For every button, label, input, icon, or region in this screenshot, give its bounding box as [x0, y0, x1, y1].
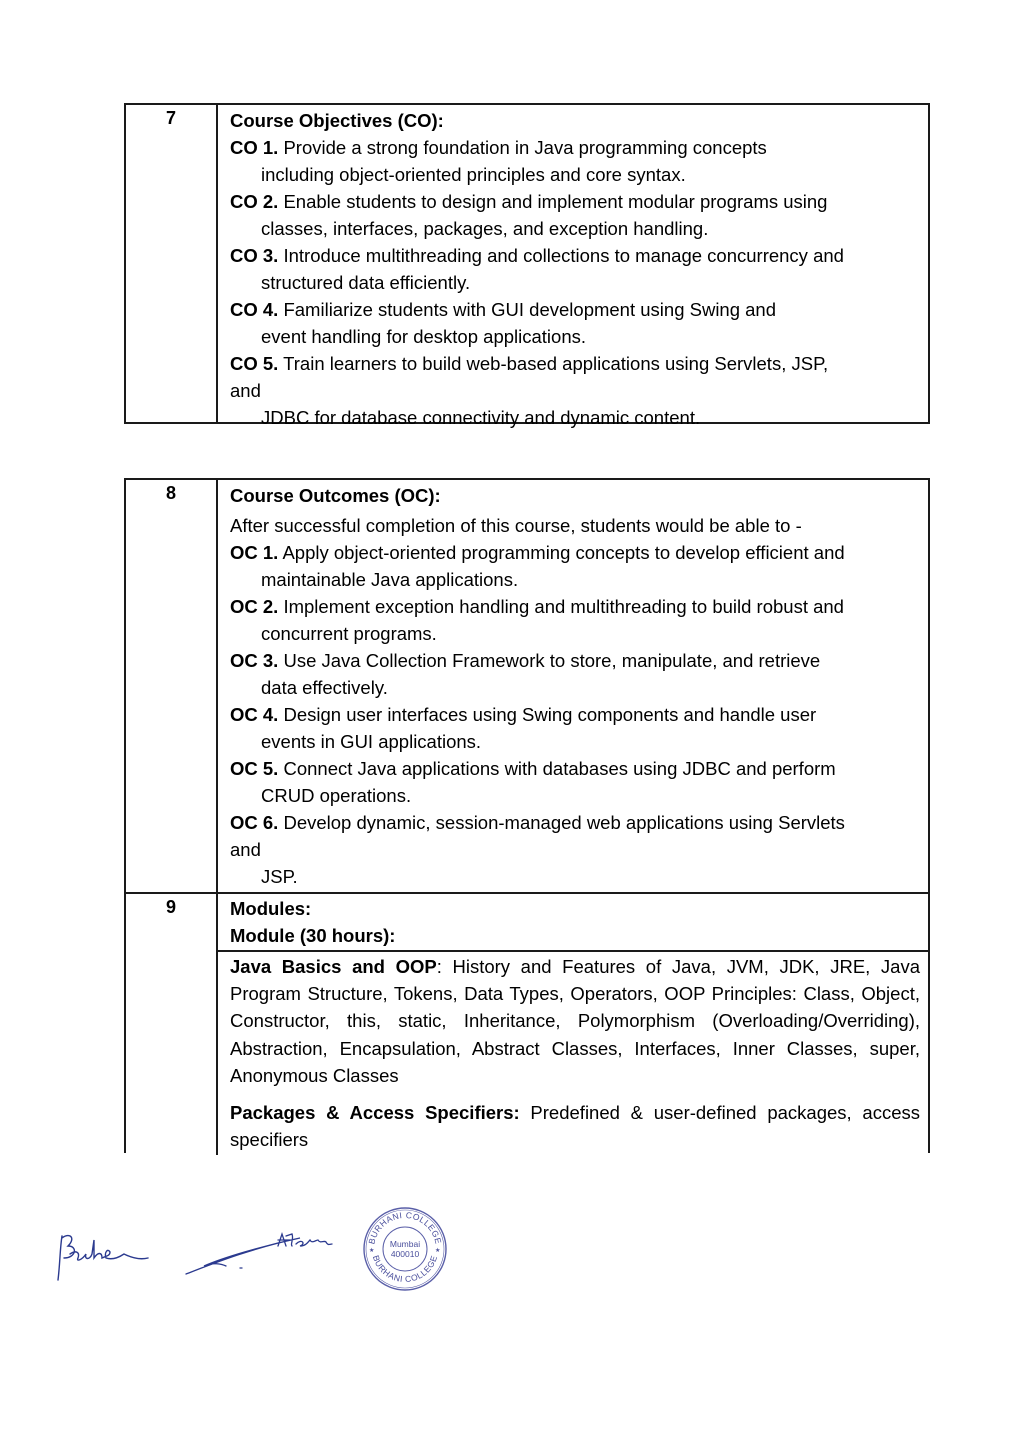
- item-text: Apply object-oriented programming concepts to develop efficient and: [282, 542, 845, 563]
- item-label: CO 4.: [230, 299, 279, 320]
- list-item: [230, 350, 920, 431]
- outcomes-intro: After successful completion of this course, students would be able to -: [230, 515, 802, 536]
- item-continuation: maintainable Java applications.: [261, 569, 519, 590]
- list-item: [230, 755, 920, 809]
- item-text: Implement exception handling and multithreading to build robust and: [283, 596, 844, 617]
- list-item: [230, 134, 920, 188]
- item-text: Use Java Collection Framework to store, manipulate, and retrieve: [283, 650, 821, 671]
- item-label: OC 3.: [230, 650, 279, 671]
- item-continuation: classes, interfaces, packages, and exception handling.: [261, 218, 709, 239]
- item-continuation: concurrent programs.: [261, 623, 437, 644]
- stamp-pin: 400010: [390, 1249, 420, 1259]
- outcomes-heading: Course Outcomes (OC):: [230, 485, 441, 506]
- list-item: [230, 647, 920, 701]
- signature-2: [182, 1230, 342, 1276]
- signature-1: [54, 1228, 154, 1284]
- item-label: OC 4.: [230, 704, 279, 725]
- svg-text:BURHANI COLLEGE: BURHANI COLLEGE: [366, 1209, 444, 1246]
- item-text: Introduce multithreading and collections to manage concurrency and: [283, 245, 844, 266]
- modules-heading: Modules:: [230, 898, 312, 919]
- topic-text: Predefined & user-defined packages, access specifiers: [230, 1102, 920, 1151]
- item-wrap-text: and: [230, 380, 261, 401]
- list-item: [230, 539, 920, 593]
- topic-label: Packages & Access Specifiers:: [230, 1102, 520, 1124]
- svg-text:BURHANI COLLEGE: BURHANI COLLEGE: [370, 1253, 440, 1285]
- item-label: OC 5.: [230, 758, 279, 779]
- list-item: [230, 242, 920, 296]
- objectives-cell: [218, 105, 928, 428]
- row-number: 9: [126, 894, 218, 1155]
- item-label: CO 5.: [230, 353, 279, 374]
- item-continuation: structured data efficiently.: [261, 272, 471, 293]
- item-label: OC 1.: [230, 542, 279, 563]
- item-text: Familiarize students with GUI development using Swing and: [283, 299, 777, 320]
- item-wrap-text: and: [230, 839, 261, 860]
- item-text: Enable students to design and implement modular programs using: [283, 191, 828, 212]
- course-objectives-table: [124, 103, 930, 428]
- item-continuation: including object-oriented principles and core syntax.: [261, 164, 686, 185]
- topic-separator: :: [436, 956, 442, 977]
- module-title: Module (30 hours):: [230, 925, 396, 946]
- row-number: 8: [126, 480, 218, 892]
- item-label: CO 3.: [230, 245, 279, 266]
- item-label: OC 2.: [230, 596, 279, 617]
- item-continuation: CRUD operations.: [261, 785, 412, 806]
- list-item: [230, 296, 920, 350]
- module-topic: [230, 1099, 920, 1153]
- item-label: CO 1.: [230, 137, 279, 158]
- college-stamp: [362, 1206, 448, 1292]
- svg-text:★: ★: [369, 1248, 375, 1254]
- outcomes-cell: [218, 480, 928, 892]
- item-text: Develop dynamic, session-managed web applications using Servlets: [283, 812, 845, 833]
- item-text: Design user interfaces using Swing components and handle user: [283, 704, 817, 725]
- list-item: [230, 701, 920, 755]
- outcomes-list: [230, 539, 920, 890]
- objectives-list: [230, 134, 920, 431]
- list-item: [230, 593, 920, 647]
- item-continuation: JDBC for database connectivity and dynamic content.: [261, 407, 701, 428]
- list-item: [230, 188, 920, 242]
- modules-cell: [218, 894, 928, 1155]
- topic-text: History and Features of Java, JVM, JDK, JRE, Java Program Structure, Tokens, Data Types, Operators, OOP Principles: Class, Object, Constructor, this, static, Inheritance, Polymorphism (Overloading/Overriding), Abstraction, Encapsulation, Abstract Classes, Interfaces, Inner Classes, super, Anonymous Classes: [230, 956, 920, 1086]
- stamp-city: Mumbai: [389, 1239, 421, 1249]
- item-label: OC 6.: [230, 812, 279, 833]
- item-text: Connect Java applications with databases using JDBC and perform: [283, 758, 836, 779]
- topic-label: Java Basics and OOP: [230, 956, 437, 977]
- item-text: Train learners to build web-based applications using Servlets, JSP,: [283, 353, 829, 374]
- row-number: 7: [126, 105, 218, 422]
- item-continuation: JSP.: [261, 866, 298, 887]
- svg-text:★: ★: [435, 1248, 441, 1254]
- objectives-heading: Course Objectives (CO):: [230, 110, 444, 131]
- item-text: Provide a strong foundation in Java programming concepts: [283, 137, 767, 158]
- module-topics: [230, 952, 920, 1153]
- item-continuation: event handling for desktop applications.: [261, 326, 586, 347]
- item-continuation: data effectively.: [261, 677, 388, 698]
- outcomes-modules-table: [124, 478, 930, 1153]
- list-item: [230, 809, 920, 890]
- item-continuation: events in GUI applications.: [261, 731, 482, 752]
- module-topic: [230, 953, 920, 1089]
- item-label: CO 2.: [230, 191, 279, 212]
